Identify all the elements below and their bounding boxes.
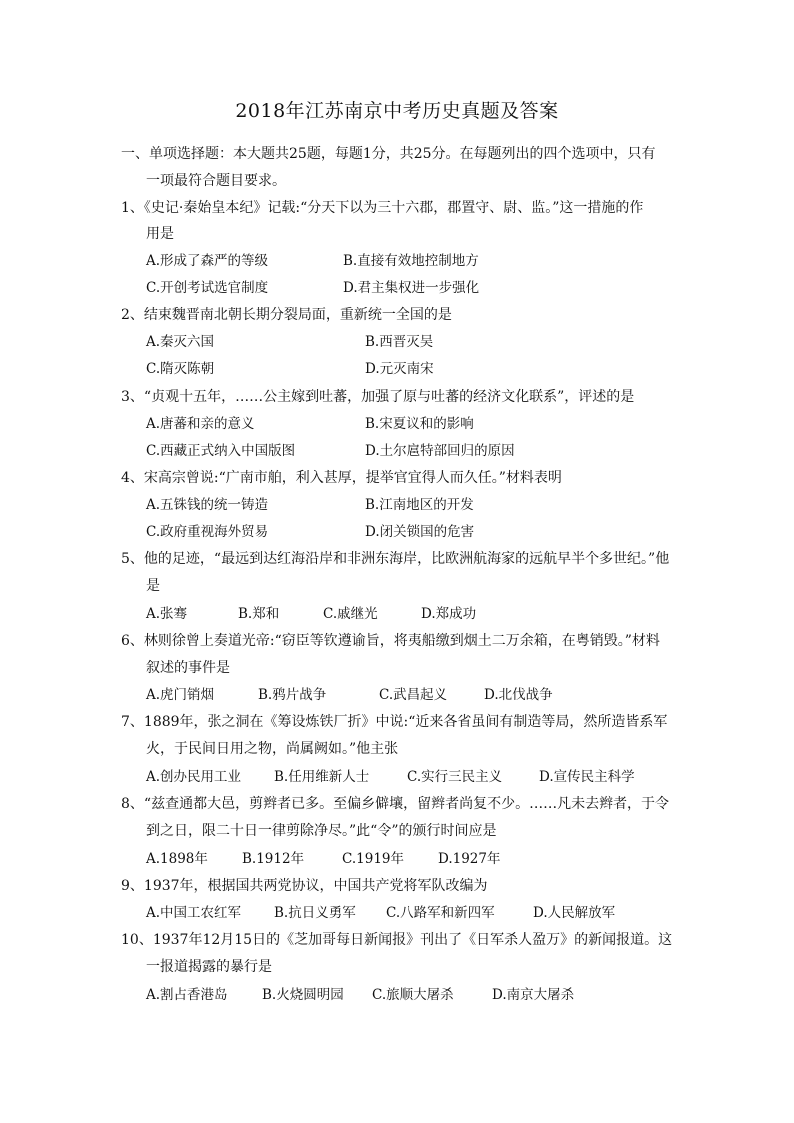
question-6-option-b: B.鸦片战争 <box>258 687 327 703</box>
question-7-option-a: A.创办民用工业 <box>146 769 242 785</box>
question-1-option-c: C.开创考试选官制度 <box>146 280 269 296</box>
question-3-option-c: C.西藏正式纳入中国版图 <box>146 443 296 459</box>
question-5-option-d: D.郑成功 <box>421 606 477 622</box>
question-7-text-line-2: 火，于民间日用之物，尚属阙如。”他主张 <box>146 741 399 757</box>
page-title: 2018年江苏南京中考历史真题及答案 <box>235 100 559 122</box>
question-3-option-d: D.土尔扈特部回归的原因 <box>365 443 515 459</box>
question-10-text-line-1: 10、1937年12月15日的《芝加哥每日新闻报》刊出了《日军杀人盈万》的新闻报道。这 <box>121 932 673 948</box>
question-1-option-a: A.形成了森严的等级 <box>146 253 269 269</box>
question-8-option-c: C.1919年 <box>342 851 404 867</box>
question-10-option-b: B.火烧圆明园 <box>262 987 344 1003</box>
question-1-text-line-2: 用是 <box>146 226 174 242</box>
question-4-option-c: C.政府重视海外贸易 <box>146 524 269 540</box>
question-10-option-c: C.旅顺大屠杀 <box>372 987 454 1003</box>
question-3-option-a: A.唐蕃和亲的意义 <box>146 416 255 432</box>
question-7-option-d: D.宣传民主科学 <box>539 769 635 785</box>
question-2-option-b: B.西晋灭吴 <box>365 334 434 350</box>
question-5-option-b: B.郑和 <box>238 606 280 622</box>
question-9-option-d: D.人民解放军 <box>533 905 616 921</box>
question-7-text-line-1: 7、1889年，张之洞在《筹设炼铁厂折》中说:“近来各省虽间有制造等局，然所造皆系军 <box>121 714 668 730</box>
question-2-text-line-1: 2、结束魏晋南北朝长期分裂局面，重新统一全国的是 <box>121 307 452 323</box>
question-10-option-a: A.割占香港岛 <box>146 987 228 1003</box>
question-6-option-a: A.虎门销烟 <box>146 687 215 703</box>
question-5-text-line-1: 5、他的足迹，“最远到达红海沿岸和非洲东海岸，比欧洲航海家的远航早半个多世纪。”他 <box>121 551 670 567</box>
question-4-option-b: B.江南地区的开发 <box>365 497 474 513</box>
question-8-text-line-1: 8、“兹查通都大邑，剪辫者已多。至偏乡僻壤，留辫者尚复不少。……凡未去辫者，于令 <box>121 796 670 812</box>
question-2-option-d: D.元灭南宋 <box>365 361 434 377</box>
question-10-option-d: D.南京大屠杀 <box>492 987 575 1003</box>
question-3-option-b: B.宋夏议和的影响 <box>365 416 474 432</box>
section-instruction-line-2: 一项最符合题目要求。 <box>146 173 286 189</box>
question-6-text-line-2: 叙述的事件是 <box>146 660 230 676</box>
question-1-text-line-1: 1、《史记·秦始皇本纪》记载:“分天下以为三十六郡，郡置守、尉、监。”这一措施的作 <box>121 200 644 216</box>
question-9-option-a: A.中国工农红军 <box>146 905 242 921</box>
question-2-option-c: C.隋灭陈朝 <box>146 361 215 377</box>
question-5-text-line-2: 是 <box>146 578 160 594</box>
question-9-text-line-1: 9、1937年，根据国共两党协议，中国共产党将军队改编为 <box>121 878 488 894</box>
question-1-option-b: B.直接有效地控制地方 <box>343 253 479 269</box>
question-8-option-a: A.1898年 <box>146 851 208 867</box>
question-4-option-a: A.五铢钱的统一铸造 <box>146 497 269 513</box>
question-10-text-line-2: 一报道揭露的暴行是 <box>146 959 272 975</box>
question-9-option-c: C.八路军和新四军 <box>386 905 495 921</box>
question-5-option-a: A.张骞 <box>146 606 188 622</box>
question-5-option-c: C.戚继光 <box>323 606 378 622</box>
section-instruction-line-1: 一、单项选择题：本大题共25题，每题1分，共25分。在每题列出的四个选项中，只有 <box>121 146 656 162</box>
question-7-option-c: C.实行三民主义 <box>407 769 503 785</box>
question-6-text-line-1: 6、林则徐曾上奏道光帝:“窃臣等钦遵谕旨，将夷船缴到烟土二万余箱，在粤销毁。”材料 <box>121 633 660 649</box>
question-6-option-c: C.武昌起义 <box>379 687 448 703</box>
question-3-text-line-1: 3、“贞观十五年，……公主嫁到吐蕃，加强了原与吐蕃的经济文化联系”，评述的是 <box>121 389 635 405</box>
question-6-option-d: D.北伐战争 <box>484 687 553 703</box>
question-1-option-d: D.君主集权进一步强化 <box>343 280 480 296</box>
question-8-option-d: D.1927年 <box>438 851 501 867</box>
question-4-option-d: D.闭关锁国的危害 <box>365 524 475 540</box>
question-8-option-b: B.1912年 <box>242 851 305 867</box>
question-9-option-b: B.抗日义勇军 <box>274 905 356 921</box>
question-2-option-a: A.秦灭六国 <box>146 334 215 350</box>
question-8-text-line-2: 到之日，限二十日一律剪除净尽。”此“令”的颁行时间应是 <box>146 823 497 839</box>
question-7-option-b: B.任用维新人士 <box>274 769 370 785</box>
question-4-text-line-1: 4、宋高宗曾说:“广南市舶，利入甚厚，提举官宜得人而久任。”材料表明 <box>121 470 562 486</box>
